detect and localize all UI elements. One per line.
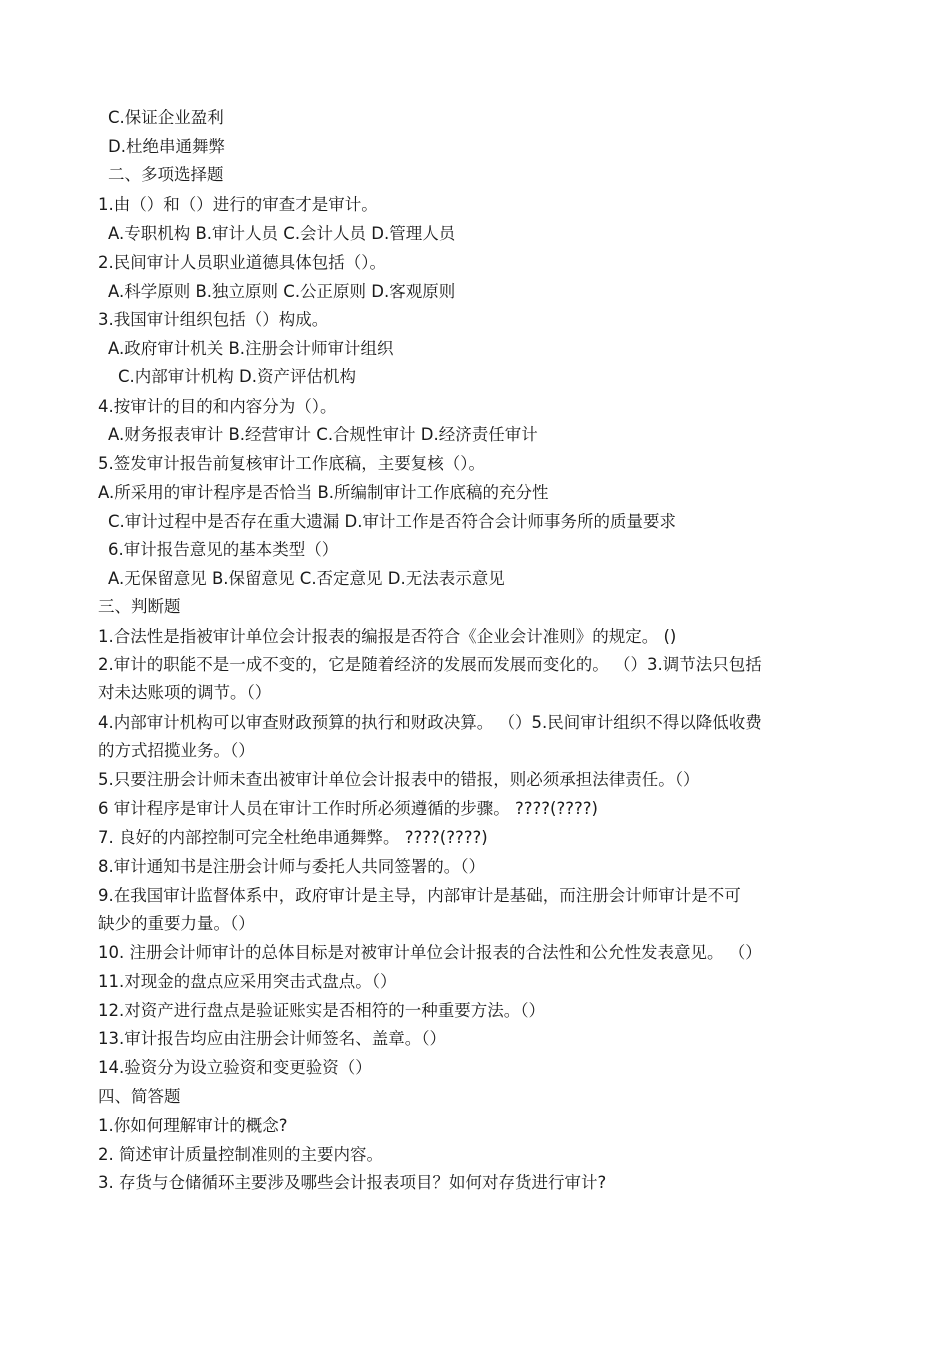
option-line: A.政府审计机关 B.注册会计师审计组织: [108, 339, 394, 358]
question-line: 14.验资分为设立验资和变更验资（）: [98, 1058, 372, 1077]
question-line: 1.合法性是指被审计单位会计报表的编报是否符合《企业会计准则》的规定。 (): [98, 627, 677, 646]
question-line: 2.民间审计人员职业道德具体包括（）。: [98, 253, 386, 272]
question-line: 8.审计通知书是注册会计师与委托人共同签署的。（）: [98, 857, 485, 876]
question-line: 4.内部审计机构可以审查财政预算的执行和财政决算。 （）5.民间审计组织不得以降低收费: [98, 713, 762, 732]
question-line: 5.签发审计报告前复核审计工作底稿，主要复核（）。: [98, 454, 485, 473]
question-line: 11.对现金的盘点应采用突击式盘点。（）: [98, 972, 397, 991]
option-line: A.科学原则 B.独立原则 C.公正原则 D.客观原则: [108, 282, 456, 301]
option-line: C.审计过程中是否存在重大遗漏 D.审计工作是否符合会计师事务所的质量要求: [108, 512, 676, 531]
question-line: 7. 良好的内部控制可完全杜绝串通舞弊。 ????(????): [98, 828, 488, 847]
question-line: 4.按审计的目的和内容分为（）。: [98, 397, 337, 416]
section-heading: 四、简答题: [98, 1087, 181, 1106]
option-line: A.无保留意见 B.保留意见 C.否定意见 D.无法表示意见: [108, 569, 505, 588]
question-line: 2.审计的职能不是一成不变的，它是随着经济的发展而发展而变化的。 （）3.调节法只包括: [98, 655, 762, 674]
question-line: 5.只要注册会计师未查出被审计单位会计报表中的错报，则必须承担法律责任。（）: [98, 770, 700, 789]
question-line: 的方式招揽业务。（）: [98, 741, 255, 760]
question-line: 3. 存货与仓储循环主要涉及哪些会计报表项目？如何对存货进行审计?: [98, 1173, 607, 1192]
section-heading: 二、多项选择题: [108, 165, 224, 184]
option-line: A.财务报表审计 B.经营审计 C.合规性审计 D.经济责任审计: [108, 425, 538, 444]
question-line: 13.审计报告均应由注册会计师签名、盖章。（）: [98, 1029, 446, 1048]
text-line: D.杜绝串通舞弊: [108, 137, 225, 156]
question-line: 10. 注册会计师审计的总体目标是对被审计单位会计报表的合法性和公允性发表意见。 （）: [98, 943, 762, 962]
option-line: A.所采用的审计程序是否恰当 B.所编制审计工作底稿的充分性: [98, 483, 549, 502]
question-line: 对未达账项的调节。（）: [98, 683, 272, 702]
question-line: 缺少的重要力量。（）: [98, 914, 255, 933]
option-line: A.专职机构 B.审计人员 C.会计人员 D.管理人员: [108, 224, 456, 243]
section-heading: 三、判断题: [98, 597, 181, 616]
option-line: C.内部审计机构 D.资产评估机构: [118, 367, 356, 386]
text-line: C.保证企业盈利: [108, 108, 224, 127]
question-line: 6 审计程序是审计人员在审计工作时所必须遵循的步骤。 ????(????): [98, 799, 598, 818]
question-line: 9.在我国审计监督体系中，政府审计是主导，内部审计是基础，而注册会计师审计是不可: [98, 886, 741, 905]
question-line: 2. 简述审计质量控制准则的主要内容。: [98, 1145, 383, 1164]
question-line: 12.对资产进行盘点是验证账实是否相符的一种重要方法。（）: [98, 1001, 545, 1020]
question-line: 1.你如何理解审计的概念?: [98, 1116, 288, 1135]
question-line: 6.审计报告意见的基本类型（）: [108, 540, 339, 559]
question-line: 1.由（）和（）进行的审查才是审计。: [98, 195, 378, 214]
question-line: 3.我国审计组织包括（）构成。: [98, 310, 329, 329]
